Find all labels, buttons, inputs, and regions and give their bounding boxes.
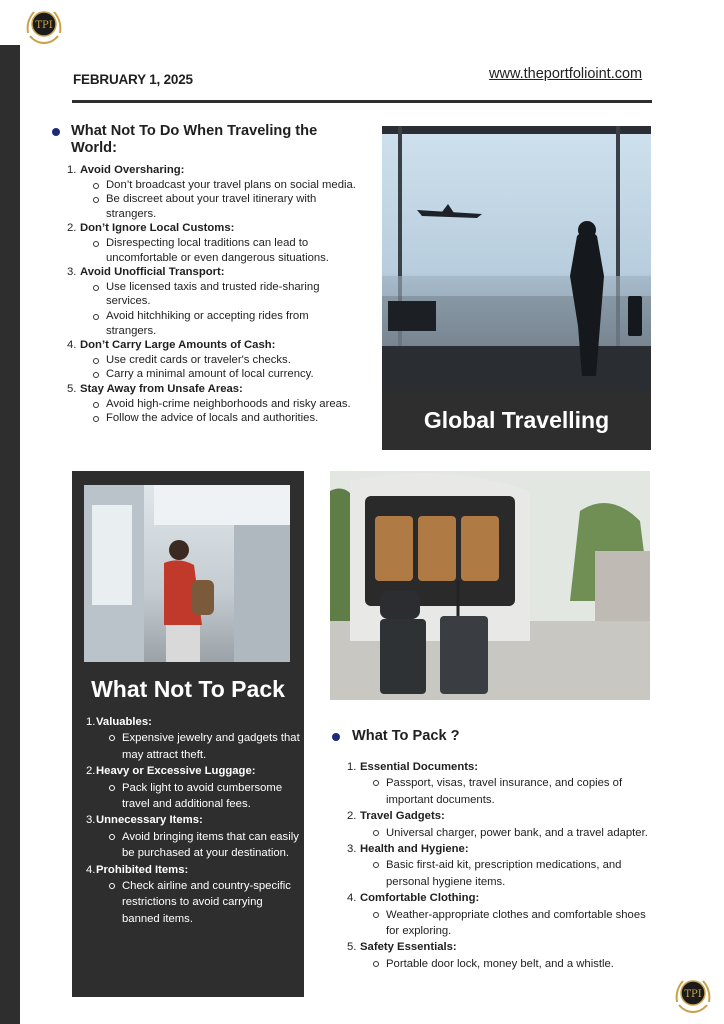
list-item: Avoid Unofficial Transport: Use licensed taxis and trusted ride-sharing services. Avoid hitchhiking or accepting rides from strangers. [70,265,358,338]
header-divider [72,100,652,103]
list-point: Don’t broadcast your travel plans on social media. [106,178,358,193]
list-item: Prohibited Items: Check airline and country-specific restrictions to avoid carrying banned items. [96,862,300,928]
list-item: Don’t Carry Large Amounts of Cash: Use credit cards or traveler's checks. Carry a minimal amount of local currency. [70,338,358,382]
what-not-to-do-section [52,123,358,426]
list-point: Weather-appropriate clothes and comfortable shoes for exploring. [386,907,652,940]
svg-text:TPI: TPI [35,20,53,31]
list-item: Heavy or Excessive Luggage: Pack light to avoid cumbersome travel and additional fees. [96,763,300,812]
list-point: Passport, visas, travel insurance, and copies of important documents. [386,775,652,808]
what-not-to-pack-list [96,714,300,927]
airport-window-image [382,126,651,391]
bullet-dot-icon [52,128,60,136]
list-item: Don’t Ignore Local Customs: Disrespecting local traditions can lead to uncomfortable or even dangerous situations. [70,221,358,265]
list-point: Avoid high-crime neighborhoods and risky areas. [106,397,358,412]
what-to-pack-section [332,728,652,972]
global-travelling-caption: Global Travelling [382,391,651,450]
what-not-to-pack-section [96,714,300,927]
list-item: Valuables: Expensive jewelry and gadgets that may attract theft. [96,714,300,763]
what-not-to-pack-title: What Not To Pack [91,676,285,702]
list-item: Health and Hygiene: Basic first-aid kit, prescription medications, and personal hygiene items. [350,841,652,890]
bullet-dot-icon [332,733,340,741]
list-point: Follow the advice of locals and authorities. [106,411,358,426]
list-point: Carry a minimal amount of local currency. [106,367,358,382]
list-point: Avoid hitchhiking or accepting rides from strangers. [106,309,358,338]
list-point: Universal charger, power bank, and a travel adapter. [386,825,652,841]
list-item: Essential Documents: Passport, visas, travel insurance, and copies of important documents. [350,759,652,808]
list-item: Unnecessary Items: Avoid bringing items that can easily be purchased at your destination. [96,812,300,861]
what-to-pack-title: What To Pack ? [332,728,652,745]
svg-text:TPI: TPI [684,989,702,1000]
list-point: Expensive jewelry and gadgets that may attract theft. [122,730,300,763]
luggage-van-image [330,471,650,700]
list-item: Avoid Oversharing: Don’t broadcast your travel plans on social media. Be discreet about your travel itinerary with strangers. [70,163,358,221]
tpi-logo [22,3,66,47]
what-not-to-do-title: What Not To Do When Traveling the World: [52,123,358,157]
tpi-logo [671,972,715,1016]
list-point: Check airline and country-specific restrictions to avoid carrying banned items. [122,878,300,927]
what-not-to-do-list [52,163,358,426]
list-item: Stay Away from Unsafe Areas: Avoid high-crime neighborhoods and risky areas. Follow the advice of locals and authorities. [70,382,358,426]
list-point: Portable door lock, money belt, and a whistle. [386,956,652,972]
list-point: Use credit cards or traveler's checks. [106,353,358,368]
list-item: Travel Gadgets: Universal charger, power bank, and a travel adapter. [350,808,652,841]
list-point: Be discreet about your travel itinerary with strangers. [106,192,358,221]
list-point: Avoid bringing items that can easily be purchased at your destination. [122,829,300,862]
issue-date: FEBRUARY 1, 2025 [73,72,193,87]
website-link[interactable]: www.theportfolioint.com [489,66,643,82]
left-accent-bar [0,45,20,1024]
list-item: Safety Essentials: Portable door lock, money belt, and a whistle. [350,939,652,972]
list-point: Use licensed taxis and trusted ride-sharing services. [106,280,358,309]
what-to-pack-list [332,759,652,972]
list-point: Disrespecting local traditions can lead to uncomfortable or even dangerous situations. [106,236,358,265]
list-point: Pack light to avoid cumbersome travel and additional fees. [122,780,300,813]
list-point: Basic first-aid kit, prescription medications, and personal hygiene items. [386,857,652,890]
traveler-kiosk-image [84,485,290,662]
list-item: Comfortable Clothing: Weather-appropriate clothes and comfortable shoes for exploring. [350,890,652,939]
